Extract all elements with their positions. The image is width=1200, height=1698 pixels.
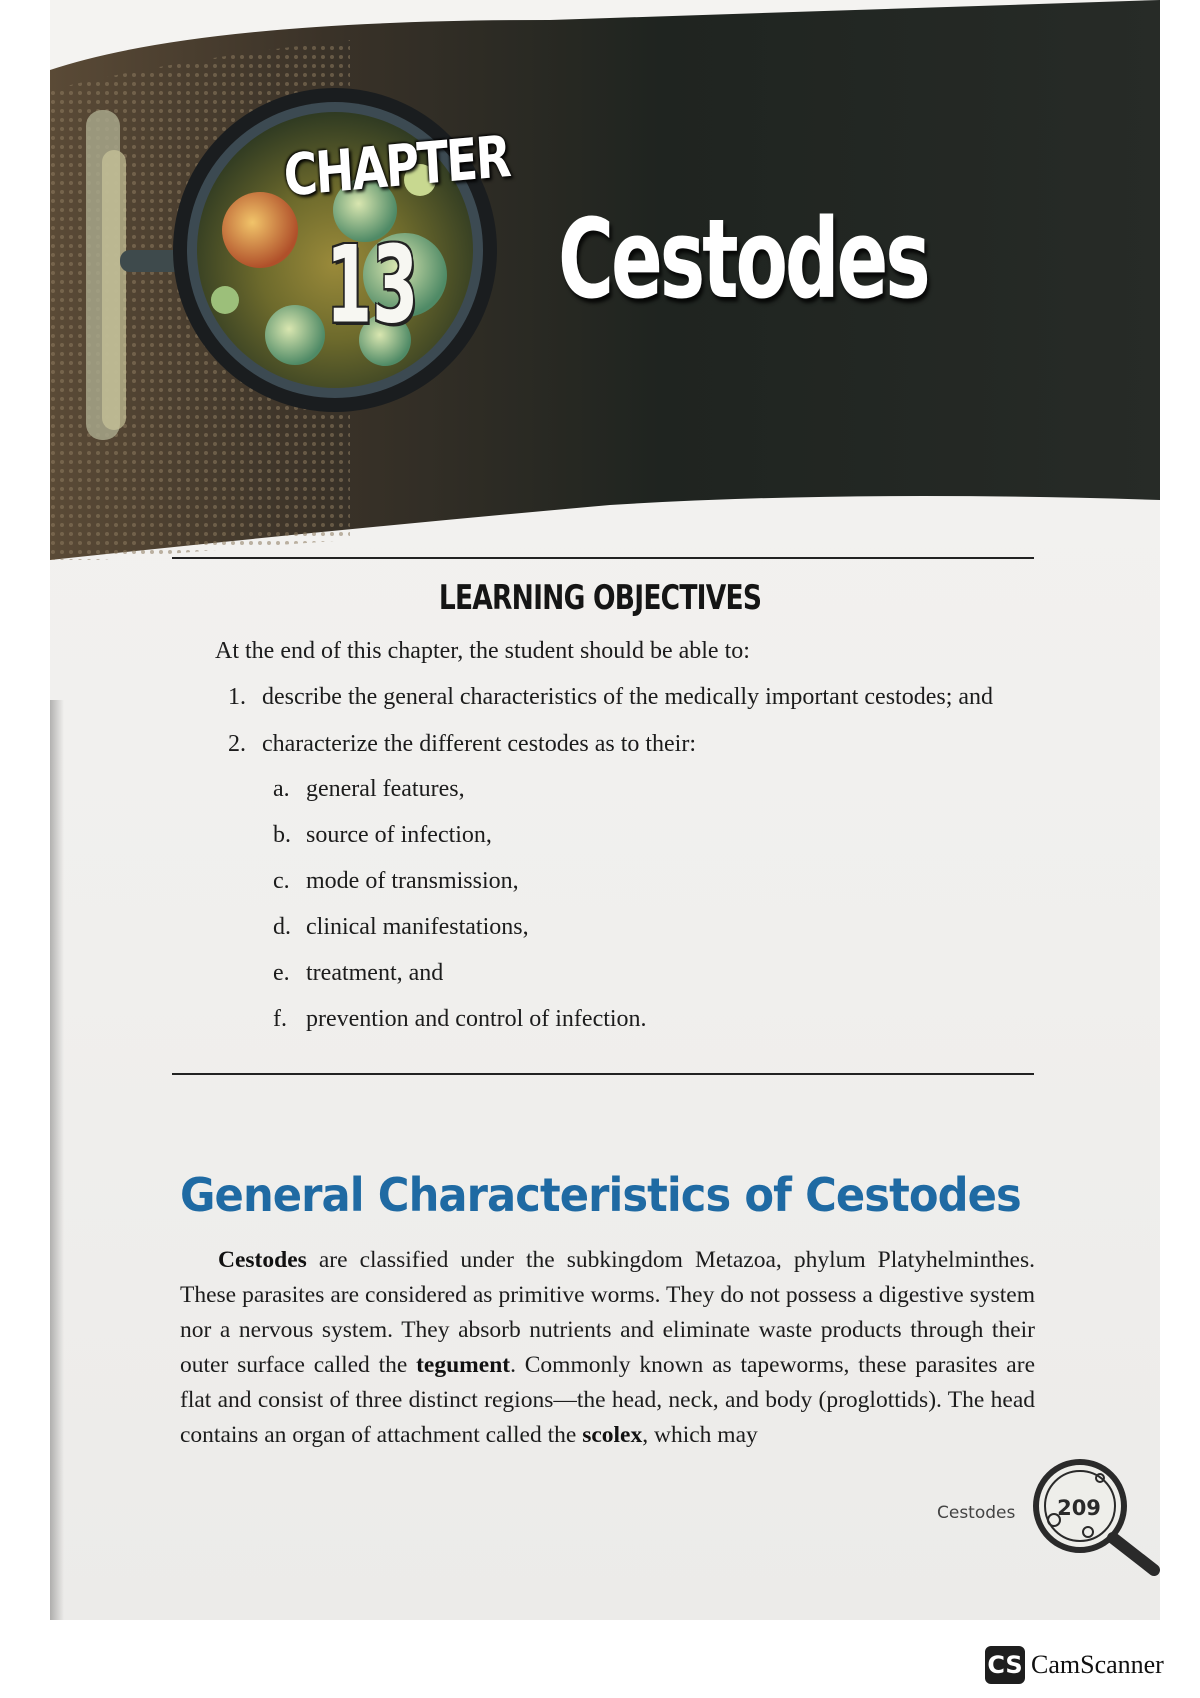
subitem-letter: a. [273,776,290,802]
term-cestodes: Cestodes [218,1247,307,1273]
chapter-number: 13 [326,223,419,348]
subitem-letter: f. [273,1006,287,1032]
term-scolex: scolex [582,1422,643,1448]
subitem-letter: e. [273,960,290,986]
subitem-letter: c. [273,868,290,894]
paragraph-text-1: are classified under the subkingdom Metazoa, phylum Platyhelminthes. These parasites are considered as primitive worms. They do not possess a digestive system nor a nervous system. They absorb nutrients and eliminate waste products through their outer surface called the [180,1247,1035,1378]
subitem-letter: b. [273,822,291,848]
objective-text: characterize the different cestodes as to their: [262,731,697,757]
subitem-text: treatment, and [306,960,444,986]
chapter-label: CHAPTER [282,122,512,210]
objective-text: describe the general characteristics of the medically important cestodes; and [262,684,994,710]
objective-subitem [273,1006,647,1033]
section-heading: General Characteristics of Cestodes [180,1168,1021,1222]
camscanner-name: CamScanner [1031,1650,1164,1679]
subitem-text: prevention and control of infection. [306,1006,647,1032]
objective-subitem [273,960,443,987]
subitem-text: clinical manifestations, [306,914,529,940]
subitem-letter: d. [273,914,291,940]
objectives-bottom-rule [172,1073,1034,1075]
objective-item [228,684,993,711]
running-footer-title: Cestodes [937,1503,1016,1523]
objective-subitem [273,914,529,941]
learning-objectives-intro: At the end of this chapter, the student should be able to: [215,638,750,664]
objective-subitem [273,868,519,895]
objective-subitem [273,822,492,849]
objective-number: 1. [228,684,246,710]
term-tegument: tegument [416,1352,511,1378]
page-number: 209 [1057,1496,1101,1520]
camscanner-logo: CS [985,1646,1025,1684]
objective-number: 2. [228,731,246,757]
subitem-text: source of infection, [306,822,492,848]
body-paragraph [180,1243,1035,1453]
objective-item [228,731,696,758]
subitem-text: general features, [306,776,465,802]
objectives-top-rule [172,557,1034,559]
paragraph-text-2: . Commonly known as tapeworms, these parasites are flat and consist of three distinct regions—the head, neck, and body (proglottids). The head contains an organ of attachment called the [180,1352,1035,1448]
learning-objectives-heading: LEARNING OBJECTIVES [438,578,762,618]
chapter-title: Cestodes [558,196,928,324]
subitem-text: mode of transmission, [306,868,519,894]
page-edge-shadow [50,700,64,1620]
paragraph-text-3: , which may [642,1422,758,1448]
objective-subitem [273,776,465,803]
